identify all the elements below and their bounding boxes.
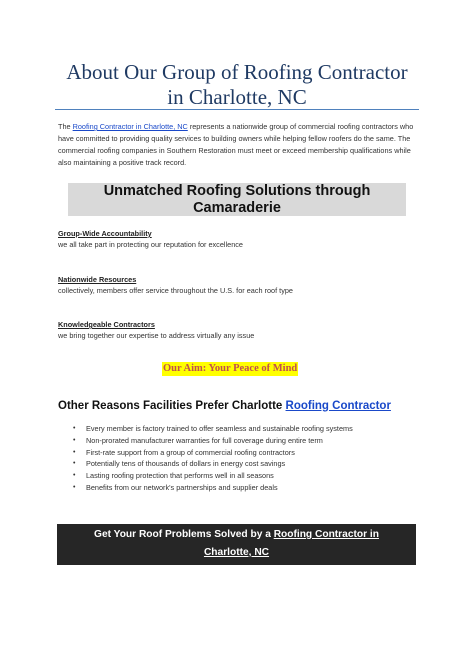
solutions-banner-heading <box>68 183 406 217</box>
cta-banner-line-2 <box>57 544 416 562</box>
roofing-contractor-heading-link[interactable]: Roofing Contractor <box>285 400 391 412</box>
list-item <box>58 458 418 470</box>
solutions-banner-line-2: Camaraderie <box>193 200 281 216</box>
solutions-banner-line-1: Unmatched Roofing Solutions through <box>103 183 371 199</box>
bullet-icon: • <box>73 472 76 480</box>
section-heading-accountability: Group-Wide Accountability <box>58 229 152 238</box>
reasons-list <box>58 423 418 494</box>
intro-body: represents a nationwide group of commercial roofing contractors who have committed to providing quality services to building owners while helping fellow roofers do the same. The commercial roofing companies in Southern Restoration must meet or exceed membership qualifications while also maintaining a positive track record. <box>58 122 414 167</box>
bullet-icon: • <box>73 436 76 444</box>
bullet-icon: • <box>73 483 76 491</box>
list-item <box>58 470 418 482</box>
section-desc-accountability: we all take part in protecting our reputation for excellence <box>58 240 243 249</box>
page-title <box>40 60 434 110</box>
section-heading-contractors: Knowledgeable Contractors <box>58 320 155 329</box>
cta-charlotte-link[interactable]: Charlotte, NC <box>203 546 270 558</box>
section-desc-contractors: we bring together our expertise to address virtually any issue <box>58 331 255 340</box>
cta-banner-line-1 <box>57 526 416 544</box>
section-desc-resources: collectively, members offer service throughout the U.S. for each roof type <box>58 286 293 295</box>
other-reasons-heading <box>58 399 428 414</box>
cta-banner-text <box>57 526 416 561</box>
list-item-text: First-rate support from a group of commercial roofing contractors <box>86 447 295 457</box>
aim-highlight: Our Aim: Your Peace of Mind <box>163 363 298 374</box>
list-item <box>58 447 418 459</box>
page-title-line-2: in Charlotte, NC <box>167 85 307 109</box>
other-reasons-heading-text: Other Reasons Facilities Prefer Charlotte <box>58 400 286 412</box>
roofing-contractor-link[interactable]: Roofing Contractor in Charlotte, NC <box>72 122 188 131</box>
title-divider <box>55 109 419 110</box>
list-item-text: Every member is factory trained to offer seamless and sustainable roofing systems <box>86 424 353 433</box>
list-item-text: Benefits from our network's partnerships and supplier deals <box>86 482 278 492</box>
intro-paragraph <box>58 121 416 169</box>
bullet-icon: • <box>73 448 76 456</box>
page-title-line-1: About Our Group of Roofing Contractor <box>66 60 408 84</box>
list-item-text: Potentially tens of thousands of dollars in energy cost savings <box>86 459 286 469</box>
intro-prefix: The <box>58 122 73 131</box>
bullet-icon: • <box>73 425 76 432</box>
list-item <box>58 423 418 435</box>
list-item <box>58 482 418 494</box>
list-item-text: Non-prorated manufacturer warranties for full coverage during entire term <box>86 435 323 445</box>
cta-roofing-contractor-link[interactable]: Roofing Contractor in <box>273 529 379 540</box>
list-item <box>58 435 418 447</box>
section-heading-resources: Nationwide Resources <box>58 275 137 284</box>
bullet-icon: • <box>73 460 76 468</box>
list-item-text: Lasting roofing protection that performs well in all seasons <box>86 471 274 481</box>
cta-banner-lead: Get Your Roof Problems Solved by a <box>94 529 274 540</box>
